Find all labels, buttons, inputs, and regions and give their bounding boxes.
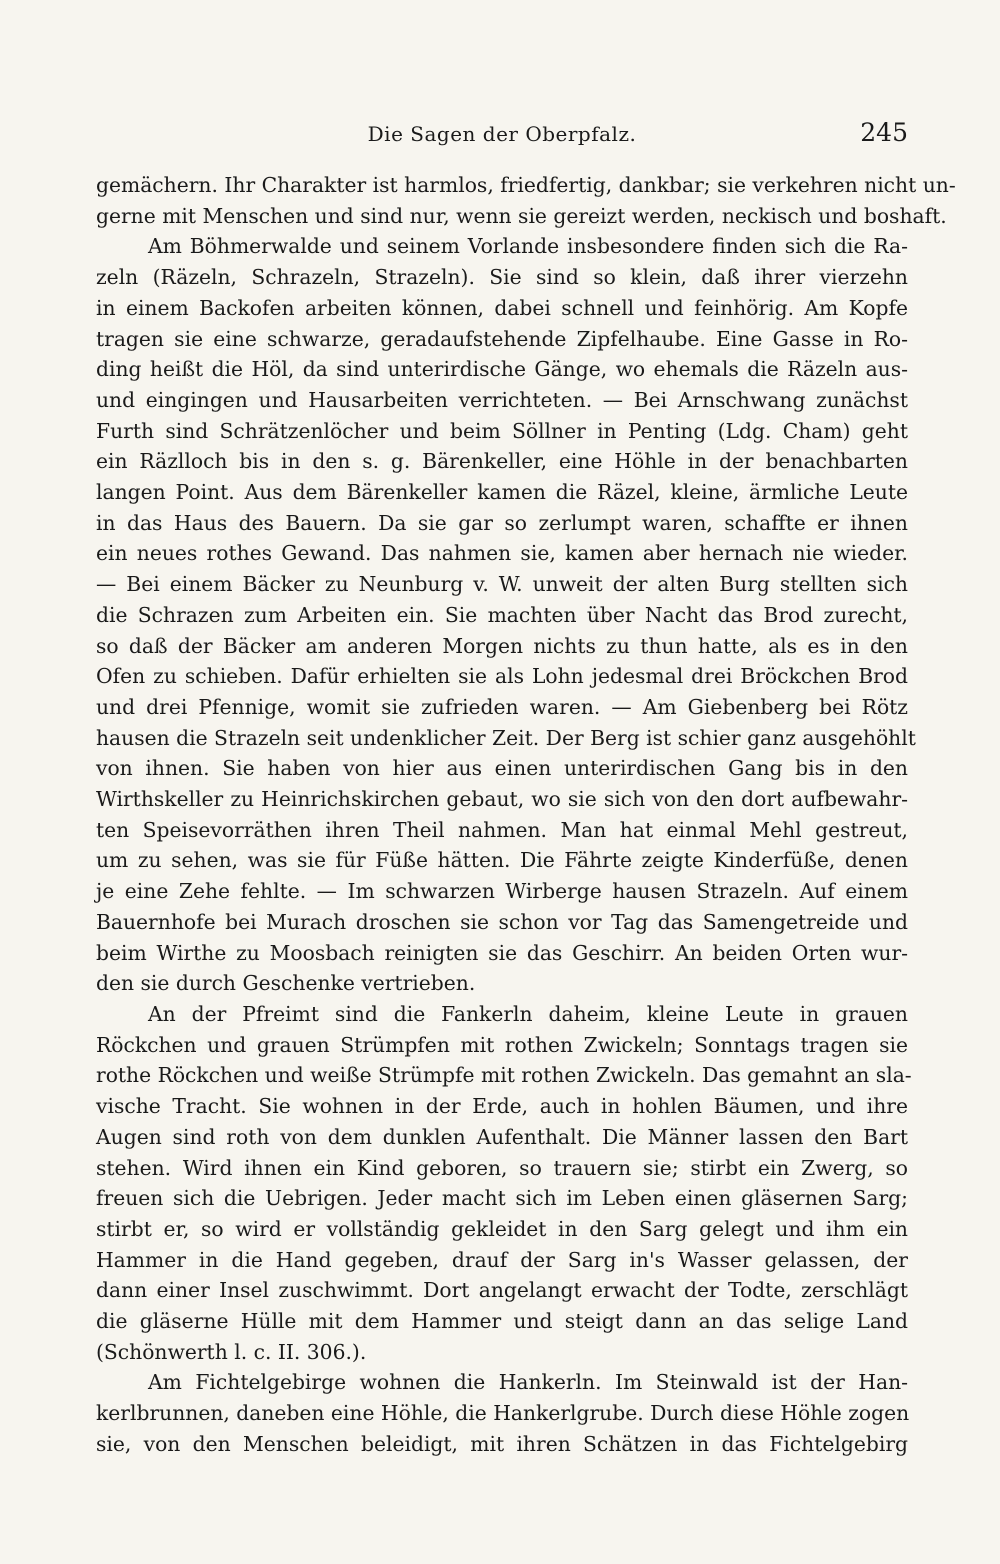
- text-line: Augen sind roth von dem dunklen Aufenthalt. Die Männer lassen den Bart: [96, 1124, 908, 1149]
- text-line: kerlbrunnen, daneben eine Höhle, die Hankerlgrube. Durch diese Höhle zogen: [96, 1401, 910, 1426]
- text-line: (Schönwerth l. c. II. 306.).: [96, 1339, 367, 1364]
- text-line: langen Point. Aus dem Bärenkeller kamen die Räzel, kleine, ärmliche Leute: [96, 480, 908, 505]
- text-line: den sie durch Geschenke vertrieben.: [96, 971, 476, 996]
- body-text: [96, 170, 956, 1460]
- text-line: sie, von den Menschen beleidigt, mit ihren Schätzen in das Fichtelgebirg: [96, 1431, 908, 1456]
- text-line: die Schrazen zum Arbeiten ein. Sie machten über Nacht das Brod zurecht,: [96, 602, 908, 627]
- text-line: von ihnen. Sie haben von hier aus einen unterirdischen Gang bis in den: [96, 756, 908, 781]
- text-line: beim Wirthe zu Moosbach reinigten sie das Geschirr. An beiden Orten wur-: [96, 940, 908, 965]
- text-line: dann einer Insel zuschwimmt. Dort angelangt erwacht der Todte, zerschlägt: [96, 1278, 908, 1303]
- text-line: ten Speisevorräthen ihren Theil nahmen. Man hat einmal Mehl gestreut,: [96, 817, 908, 842]
- paragraph-2: [96, 231, 916, 999]
- text-line: tragen sie eine schwarze, geradaufstehende Zipfelhaube. Eine Gasse in Ro-: [96, 326, 908, 351]
- paragraph-1: [96, 170, 956, 231]
- text-line: gemächern. Ihr Charakter ist harmlos, friedfertig, dankbar; sie verkehren nicht un-: [96, 173, 956, 197]
- text-line: — Bei einem Bäcker zu Neunburg v. W. unweit der alten Burg stellten sich: [96, 572, 908, 597]
- text-line: und eingingen und Hausarbeiten verrichteten. — Bei Arnschwang zunächst: [96, 387, 908, 412]
- text-line: in einem Backofen arbeiten können, dabei schnell und feinhörig. Am Kopfe: [96, 295, 908, 320]
- text-line: Wirthskeller zu Heinrichskirchen gebaut, wo sie sich von den dort aufbewahr-: [96, 787, 908, 812]
- text-line: ein neues rothes Gewand. Das nahmen sie, kamen aber hernach nie wieder.: [96, 541, 908, 566]
- text-line: Am Böhmerwalde und seinem Vorlande insbesondere finden sich die Ra-: [148, 234, 908, 259]
- text-line: An der Pfreimt sind die Fankerln daheim, kleine Leute in grauen: [148, 1001, 908, 1026]
- text-line: rothe Röckchen und weiße Strümpfe mit rothen Zwickeln. Das gemahnt an sla-: [96, 1063, 912, 1088]
- text-line: Hammer in die Hand gegeben, drauf der Sarg in's Wasser gelassen, der: [96, 1247, 908, 1272]
- text-line: Furth sind Schrätzenlöcher und beim Söllner in Penting (Ldg. Cham) geht: [96, 418, 908, 443]
- text-line: stehen. Wird ihnen ein Kind geboren, so trauern sie; stirbt ein Zwerg, so: [96, 1155, 908, 1180]
- text-line: Am Fichtelgebirge wohnen die Hankerln. Im Steinwald ist der Han-: [148, 1370, 908, 1395]
- text-line: hausen die Strazeln seit undenklicher Zeit. Der Berg ist schier ganz ausgehöhlt: [96, 725, 916, 750]
- page-number: 245: [860, 118, 908, 147]
- text-line: zeln (Räzeln, Schrazeln, Strazeln). Sie sind so klein, daß ihrer vierzehn: [96, 265, 908, 290]
- text-line: Ofen zu schieben. Dafür erhielten sie als Lohn jedesmal drei Bröckchen Brod: [96, 664, 908, 689]
- text-line: und drei Pfennige, womit sie zufrieden waren. — Am Giebenberg bei Rötz: [96, 694, 908, 719]
- text-line: stirbt er, so wird er vollständig gekleidet in den Sarg gelegt und ihm ein: [96, 1216, 908, 1241]
- text-line: freuen sich die Uebrigen. Jeder macht sich im Leben einen gläsernen Sarg;: [96, 1186, 908, 1211]
- text-line: vische Tracht. Sie wohnen in der Erde, auch in hohlen Bäumen, und ihre: [96, 1094, 908, 1119]
- text-line: ding heißt die Höl, da sind unterirdische Gänge, wo ehemals die Räzeln aus-: [96, 357, 908, 382]
- running-title: Die Sagen der Oberpfalz.: [367, 122, 637, 146]
- text-line: um zu sehen, was sie für Füße hätten. Die Fährte zeigte Kinderfüße, denen: [96, 848, 908, 873]
- text-line: so daß der Bäcker am anderen Morgen nichts zu thun hatte, als es in den: [96, 633, 908, 658]
- paragraph-4: [96, 1367, 908, 1459]
- text-line: gerne mit Menschen und sind nur, wenn sie gereizt werden, neckisch und boshaft.: [96, 203, 947, 228]
- text-line: je eine Zehe fehlte. — Im schwarzen Wirberge hausen Strazeln. Auf einem: [96, 879, 908, 904]
- text-line: Bauernhofe bei Murach droschen sie schon vor Tag das Samengetreide und: [96, 909, 908, 934]
- text-line: Röckchen und grauen Strümpfen mit rothen Zwickeln; Sonntags tragen sie: [96, 1032, 908, 1057]
- text-line: die gläserne Hülle mit dem Hammer und steigt dann an das selige Land: [96, 1309, 908, 1334]
- paragraph-3: [96, 999, 912, 1367]
- page-header: [96, 118, 908, 152]
- text-line: ein Räzlloch bis in den s. g. Bärenkeller, eine Höhle in der benachbarten: [96, 449, 908, 474]
- text-line: in das Haus des Bauern. Da sie gar so zerlumpt waren, schaffte er ihnen: [96, 510, 908, 535]
